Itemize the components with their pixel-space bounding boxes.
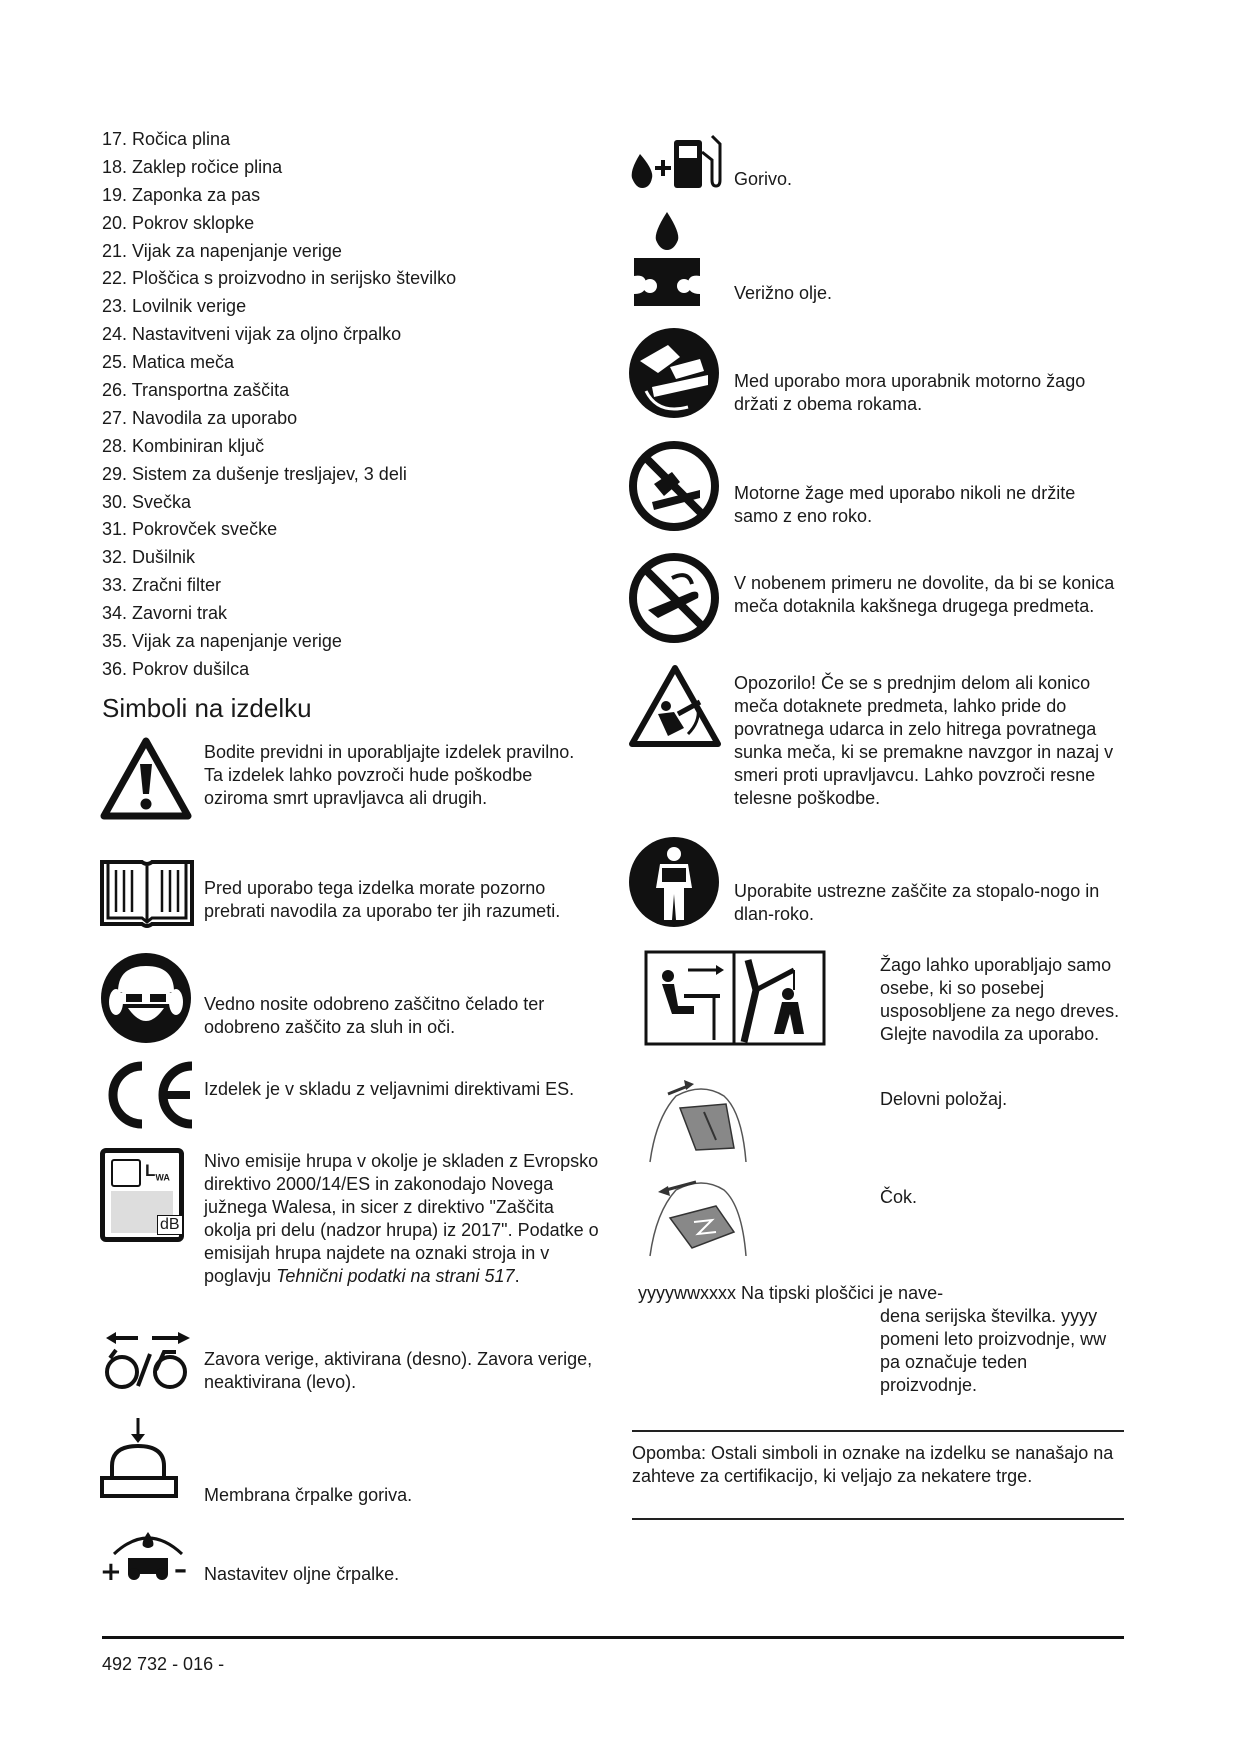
part-list-item: 34. Zavorni trak: [102, 603, 228, 624]
oil-adjust-text: Nastavitev oljne črpalke.: [204, 1564, 400, 1584]
protective-equipment-icon: [628, 834, 720, 930]
part-list-item: 25. Matica meča: [102, 352, 235, 373]
kickback-warning-icon: [628, 664, 722, 750]
part-list-item: 17. Ročica plina: [102, 129, 231, 149]
chain-brake-icon: [100, 1330, 194, 1392]
part-list-item: 27. Navodila za uporabo: [102, 407, 298, 428]
manual-text: Pred uporabo tega izdelka morate pozorno prebrati navodila za uporabo ter jih razumeti.: [204, 878, 561, 921]
footer-rule: [102, 1636, 1124, 1639]
note-box: Opomba: Ostali simboli in oznake na izdelku se nanašajo na zahteve za certifikacijo, ki veljajo za nekatere trge.: [632, 1443, 1114, 1486]
note-bottom-rule: [632, 1518, 1124, 1520]
noise-db-label: dB: [157, 1215, 183, 1235]
chain-oil-icon: [630, 210, 704, 308]
warning-triangle-icon: [100, 736, 192, 822]
oil-minus-label: –: [174, 1555, 187, 1584]
noise-label-icon: [100, 1148, 184, 1242]
serial-line-1: [638, 1282, 974, 1305]
protection-text: Uporabite ustrezne zaščite za stopalo-nogo in dlan-roko.: [734, 881, 1100, 924]
noise-text: Nivo emisije hrupa v okolje je skladen z Evropsko direktivo 2000/14/ES in zakonodajo Novega južnega Walesa, in sicer z direktivo "Zaščita okolja pri delu (nadzor hrupa) iz 2017". Podatke o emisijah hrupa najdete na oznaki stroja in v poglavju Tehnični podatki na strani 517.: [204, 1151, 599, 1286]
note-top-rule: [632, 1430, 1124, 1432]
open-book-icon: [98, 856, 196, 930]
part-list-item: 21. Vijak za napenjanje verige: [102, 240, 342, 261]
one-hand-text: Motorne žage med uporabo nikoli ne držite samo z eno roko.: [734, 483, 1076, 526]
part-list-item: 28. Kombiniran ključ: [102, 435, 265, 456]
warning-text: Bodite previdni in uporabljajte izdelek pravilno. Ta izdelek lahko povzroči hude poškodbe oziroma smrt upravljavca ali drugih.: [204, 742, 575, 808]
serial-week-code: ww: [1080, 1329, 1107, 1349]
fuel-pump-membrane-icon: [100, 1416, 180, 1500]
serial-continuation: dena serijska številka. yyyy pomeni leto proizvodnje, ww pa označuje teden proizvodnje.: [880, 1306, 1107, 1395]
part-list-item: 33. Zračni filter: [102, 575, 222, 596]
part-list-item: 31. Pokrovček svečke: [102, 519, 278, 540]
choke-icon: [646, 1172, 750, 1258]
helmet-text: Vedno nosite odobreno zaščitno čelado ter odobreno zaščito za sluh in oči.: [204, 994, 545, 1037]
no-tip-text: V nobenem primeru ne dovolite, da bi se konica meča dotaknila kakšnega drugega predmeta.: [734, 573, 1115, 616]
trained-users-icon: [644, 950, 826, 1046]
two-hands-icon: [628, 327, 720, 419]
no-tip-contact-icon: [628, 552, 720, 644]
primer-text: Membrana črpalke goriva.: [204, 1485, 413, 1505]
work-position-text: Delovni položaj.: [880, 1089, 1008, 1109]
part-list-item: 32. Dušilnik: [102, 547, 196, 568]
part-list-item: 23. Lovilnik verige: [102, 296, 247, 317]
page-number: 492 732 - 016 -: [102, 1654, 225, 1674]
fuel-text: Gorivo.: [734, 169, 793, 189]
helmet-icon: [100, 952, 192, 1044]
part-list-item: 26. Transportna zaščita: [102, 380, 290, 401]
serial-year-code: yyyy: [1061, 1306, 1098, 1326]
kickback-text: Opozorilo! Če se s prednjim delom ali konico meča dotaknete predmeta, lahko pride do povratnega udarca in zelo hitrega povratnega sunka meča, ki se premakne navzgor in nazaj v smeri proti upravljavcu. Lahko povzroči resne telesne poškodbe.: [734, 673, 1114, 808]
part-list-item: 22. Ploščica s proizvodno in serijsko številko: [102, 268, 457, 289]
parts-list: [102, 128, 456, 686]
trained-text: Žago lahko uporabljajo samo osebe, ki so posebej usposobljene za nego dreves. Glejte navodila za uporabo.: [880, 955, 1120, 1044]
work-position-icon: [646, 1078, 750, 1164]
part-list-item: 30. Svečka: [102, 491, 192, 512]
no-one-hand-icon: [628, 440, 720, 532]
part-list-item: 18. Zaklep ročice plina: [102, 156, 283, 177]
noise-link[interactable]: Tehnični podatki na strani 517: [276, 1266, 515, 1286]
part-list-item: 24. Nastavitveni vijak za oljno črpalko: [102, 324, 402, 345]
chain-oil-text: Verižno olje.: [734, 283, 833, 303]
part-list-item: 36. Pokrov dušilca: [102, 658, 250, 679]
part-list-item: 19. Zaponka za pas: [102, 184, 261, 205]
section-heading: Simboli na izdelku: [102, 693, 312, 723]
two-hands-text: Med uporabo mora uporabnik motorno žago držati z obema rokama.: [734, 371, 1086, 414]
serial-code: yyyywwxxxx: [638, 1283, 736, 1303]
part-list-item: 29. Sistem za dušenje tresljajev, 3 deli: [102, 463, 407, 484]
oil-plus-label: +: [100, 1557, 122, 1584]
noise-lwa-label: $L_{WA}$: [145, 1161, 170, 1183]
serial-text-first: Na tipski ploščici je nave-: [736, 1283, 944, 1303]
chain-brake-text: Zavora verige, aktivirana (desno). Zavora verige, neaktivirana (levo).: [204, 1349, 593, 1392]
note-label: Opomba:: [632, 1443, 707, 1463]
part-list-item: 20. Pokrov sklopke: [102, 212, 255, 233]
oil-pump-adjust-icon: [98, 1524, 198, 1584]
part-list-item: 35. Vijak za napenjanje verige: [102, 631, 342, 652]
ce-mark-icon: [100, 1060, 196, 1130]
ce-text: Izdelek je v skladu z veljavnimi direktivami ES.: [204, 1079, 575, 1099]
choke-text: Čok.: [880, 1187, 918, 1207]
fuel-icon: [628, 130, 722, 194]
